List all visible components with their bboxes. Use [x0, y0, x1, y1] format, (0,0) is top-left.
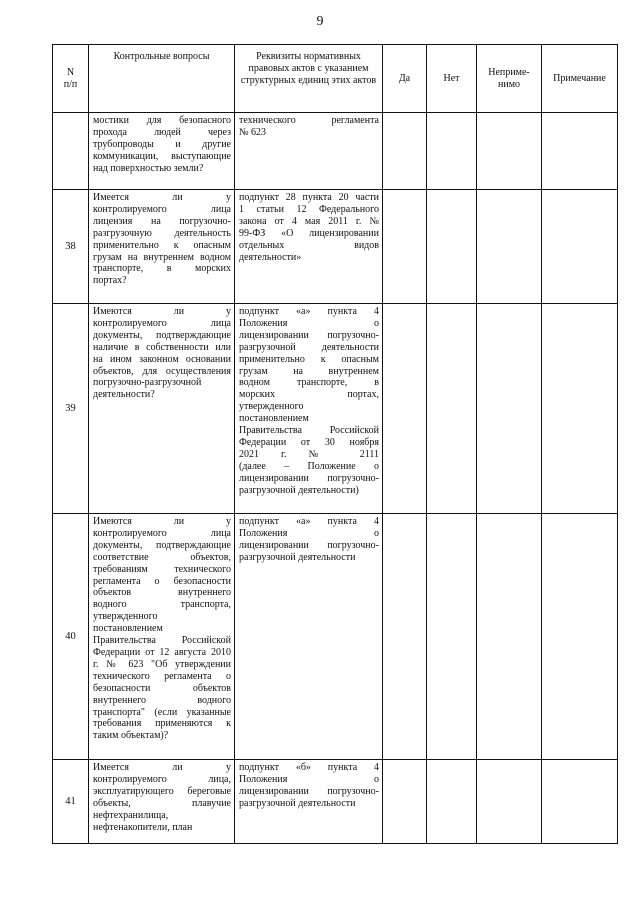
table-row	[53, 190, 618, 304]
question-text-line: требования применяются к	[93, 718, 231, 730]
note-cell	[542, 190, 618, 304]
yes-cell	[383, 190, 427, 304]
requisite-text-line: 99-ФЗ «О лицензировании	[239, 227, 379, 239]
no-cell	[427, 304, 477, 514]
question-text-line: коммуникации, выступающие	[93, 150, 231, 162]
requisite-text-line: применительно к опасным	[239, 353, 379, 365]
requisites-cell	[235, 190, 383, 304]
requisite-text-line: подпункт «а» пункта 4	[239, 516, 379, 527]
question-text-line: погрузочно-разгрузочной	[93, 377, 202, 389]
question-text-line: нефтенакопители, план	[93, 821, 193, 833]
question-text-line: портах?	[93, 275, 127, 287]
question-text-line: разгрузочную деятельность	[93, 227, 231, 239]
question-text-line: Имеется ли у	[93, 192, 231, 203]
control-question-cell	[89, 113, 235, 190]
requisites-cell	[235, 113, 383, 190]
question-text-line: постановлением	[93, 623, 163, 635]
requisite-text-line: Федерации от 30 ноября	[239, 436, 379, 448]
note-cell	[542, 760, 618, 844]
requisite-text-line: отдельных видов	[239, 239, 379, 251]
yes-cell	[383, 304, 427, 514]
note-cell	[542, 113, 618, 190]
requisite-text-line: водном транспорте, в	[239, 377, 379, 389]
yes-cell	[383, 760, 427, 844]
header-not-applicable: Неприме- нимо	[477, 45, 542, 113]
header-yes: Да	[383, 45, 427, 113]
requisite-text-line: Положения о	[239, 317, 379, 329]
requisite-text-line: подпункт 28 пункта 20 части	[239, 192, 379, 203]
requisite-text-line: 2021 г. № 2111	[239, 448, 379, 460]
no-cell	[427, 514, 477, 760]
no-cell	[427, 760, 477, 844]
requisite-text-line: разгрузочной деятельности)	[239, 484, 359, 496]
question-text-line: транспорте, в морских	[93, 263, 231, 275]
question-text-line: Имеются ли у	[93, 306, 231, 317]
question-text-line: таким объектам)?	[93, 730, 169, 742]
requisite-text-line: закона от 4 мая 2011 г. №	[239, 215, 379, 227]
question-text-line: прохода людей через	[93, 126, 231, 138]
table-row	[53, 760, 618, 844]
question-text-line: объектов внутреннего	[93, 587, 231, 599]
requisite-text-line: разгрузочной деятельности	[239, 797, 356, 809]
requisite-text-line: Положения о	[239, 773, 379, 785]
question-text-line: документы, подтверждающие	[93, 539, 231, 551]
requisite-text-line: утвержденного	[239, 401, 304, 413]
requisite-text-line: 1 статьи 12 Федерального	[239, 203, 379, 215]
requisite-text-line: № 623	[239, 126, 267, 138]
page-number: 9	[316, 14, 324, 29]
question-text-line: утвержденного	[93, 611, 158, 623]
requisites-cell	[235, 514, 383, 760]
requisite-text-line: Положения о	[239, 527, 379, 539]
note-cell	[542, 514, 618, 760]
question-text-line: грузам на внутреннем водном	[93, 251, 231, 263]
requisite-text-line: технического регламента	[239, 115, 379, 126]
requisite-text-line: постановлением	[239, 413, 309, 425]
question-text-line: документы, подтверждающие	[93, 329, 231, 341]
row-number: 40	[53, 514, 89, 760]
question-text-line: безопасности объектов	[93, 682, 231, 694]
requisite-text-line: лицензировании погрузочно-	[239, 472, 379, 484]
header-requisites: Реквизиты нормативных правовых актов с указанием структурных единиц этих актов	[235, 45, 383, 113]
question-text-line: контролируемого лица,	[93, 773, 231, 785]
requisite-text-line: грузам на внутреннем	[239, 365, 379, 377]
question-text-line: контролируемого лица	[93, 527, 231, 539]
requisite-text-line: лицензировании погрузочно-	[239, 785, 379, 797]
question-text-line: технического регламента о	[93, 670, 231, 682]
question-text-line: эксплуатирующего береговые	[93, 785, 231, 797]
question-text-line: наличие в собственности или	[93, 341, 231, 353]
header-row	[53, 45, 618, 113]
control-question-cell	[89, 190, 235, 304]
not-applicable-cell	[477, 304, 542, 514]
yes-cell	[383, 514, 427, 760]
requisites-cell	[235, 760, 383, 844]
question-text-line: деятельности?	[93, 389, 155, 401]
not-applicable-cell	[477, 190, 542, 304]
checklist-table	[52, 44, 618, 844]
question-text-line: на ином законном основании	[93, 353, 231, 365]
control-question-cell	[89, 760, 235, 844]
question-text-line: лицензия на погрузочно-	[93, 215, 231, 227]
requisites-cell	[235, 304, 383, 514]
row-number: 38	[53, 190, 89, 304]
row-number: 39	[53, 304, 89, 514]
header-num: N п/п	[53, 45, 89, 113]
table-row	[53, 113, 618, 190]
row-number: 41	[53, 760, 89, 844]
question-text-line: Имеются ли у	[93, 516, 231, 527]
note-cell	[542, 304, 618, 514]
question-text-line: г. № 623 "Об утверждении	[93, 658, 231, 670]
requisite-text-line: подпункт «а» пункта 4	[239, 306, 379, 317]
question-text-line: нефтехранилища,	[93, 809, 169, 821]
question-text-line: мостики для безопасного	[93, 115, 231, 126]
question-text-line: соответствие объектов,	[93, 551, 231, 563]
question-text-line: контролируемого лица	[93, 317, 231, 329]
control-question-cell	[89, 514, 235, 760]
question-text-line: требованиям технического	[93, 563, 231, 575]
question-text-line: внутреннего водного	[93, 694, 231, 706]
question-text-line: Правительства Российской	[93, 635, 231, 647]
question-text-line: водного транспорта,	[93, 599, 231, 611]
yes-cell	[383, 113, 427, 190]
no-cell	[427, 190, 477, 304]
requisite-text-line: подпункт «б» пункта 4	[239, 762, 379, 773]
question-text-line: транспорта" (если указанные	[93, 706, 231, 718]
question-text-line: контролируемого лица	[93, 203, 231, 215]
question-text-line: регламента о безопасности	[93, 575, 231, 587]
header-note: Примечание	[542, 45, 618, 113]
not-applicable-cell	[477, 113, 542, 190]
requisite-text-line: разгрузочной деятельности	[239, 551, 356, 563]
requisite-text-line: (далее – Положение о	[239, 460, 379, 472]
question-text-line: объектов, для осуществления	[93, 365, 231, 377]
question-text-line: трубопроводы и другие	[93, 138, 231, 150]
header-question: Контрольные вопросы	[89, 45, 235, 113]
row-number	[53, 113, 89, 190]
requisite-text-line: морских портах,	[239, 389, 379, 401]
question-text-line: над поверхностью земли?	[93, 162, 204, 174]
question-text-line: Имеется ли у	[93, 762, 231, 773]
no-cell	[427, 113, 477, 190]
header-no: Нет	[427, 45, 477, 113]
table-row	[53, 304, 618, 514]
question-text-line: объекты, плавучие	[93, 797, 231, 809]
requisite-text-line: разгрузочной деятельности	[239, 341, 379, 353]
requisite-text-line: лицензировании погрузочно-	[239, 539, 379, 551]
requisite-text-line: деятельности»	[239, 251, 302, 263]
requisite-text-line: Правительства Российской	[239, 425, 379, 437]
not-applicable-cell	[477, 760, 542, 844]
not-applicable-cell	[477, 514, 542, 760]
question-text-line: Федерации от 12 августа 2010	[93, 646, 231, 658]
requisite-text-line: лицензировании погрузочно-	[239, 329, 379, 341]
control-question-cell	[89, 304, 235, 514]
table-row	[53, 514, 618, 760]
question-text-line: применительно к опасным	[93, 239, 231, 251]
